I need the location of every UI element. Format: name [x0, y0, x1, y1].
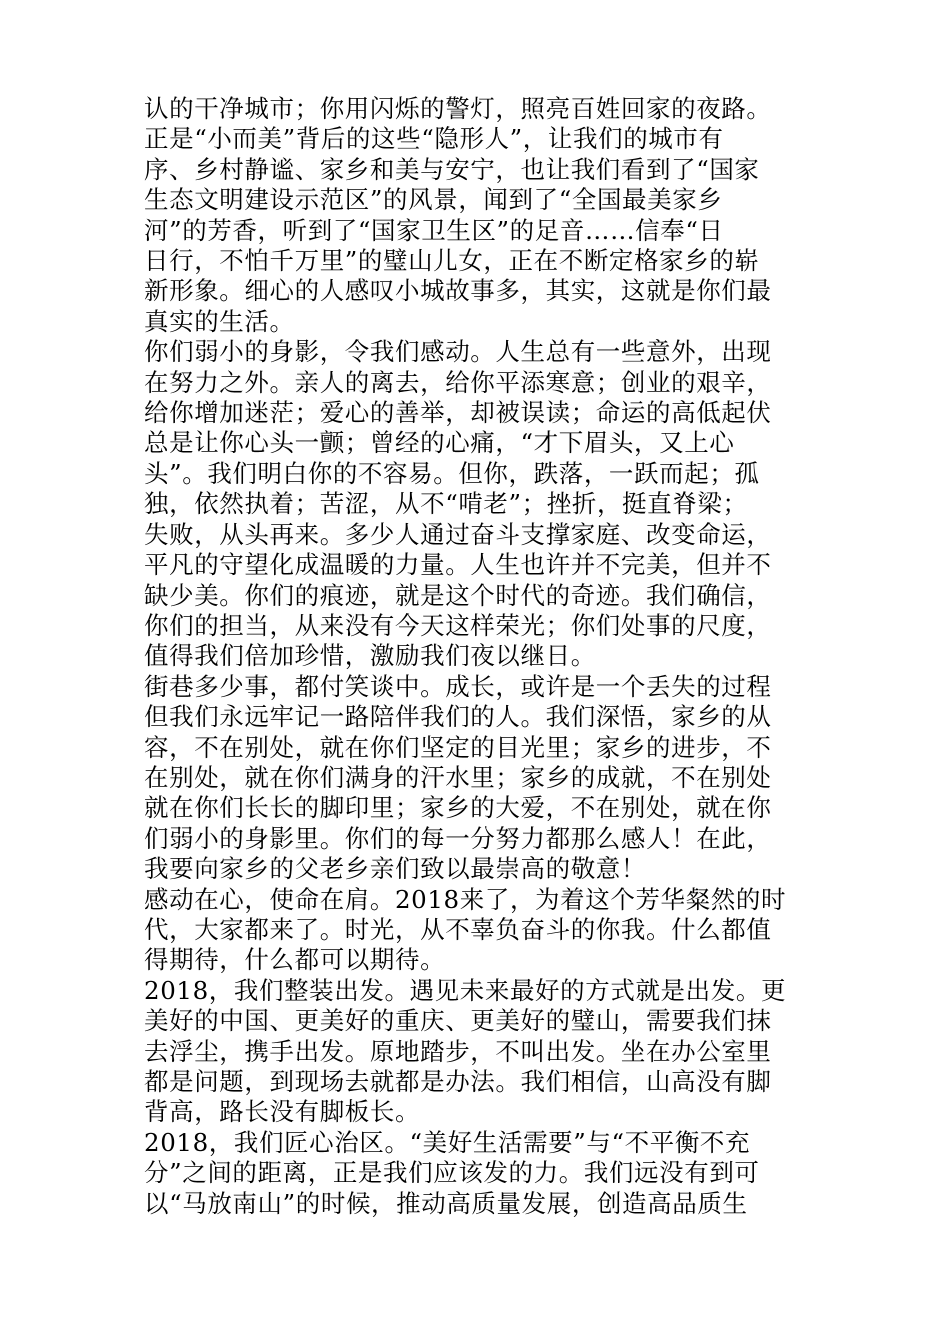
text-line: 头”。我们明白你的不容易。但你，跌落，一跃而起；孤 — [144, 458, 760, 488]
paragraph-6 — [144, 1128, 812, 1219]
text-line: 街巷多少事，都付笑谈中。成长，或许是一个丢失的过程 — [144, 671, 772, 701]
paragraph-2 — [144, 337, 812, 671]
text-line: 独，依然执着；苦涩，从不“啃老”；挫折，挺直脊梁； — [144, 489, 748, 519]
text-line: 我要向家乡的父老乡亲们致以最崇高的敬意！ — [144, 854, 646, 884]
text-line: 们弱小的身影里。你们的每一分努力都那么感人！在此， — [144, 823, 772, 853]
text-line: 序、乡村静谧、家乡和美与安宁，也让我们看到了“国家 — [144, 154, 760, 184]
text-line: 在努力之外。亲人的离去，给你平添寒意；创业的艰辛， — [144, 367, 772, 397]
text-line: 2018，我们匠心治区。“美好生活需要”与“不平衡不充 — [144, 1127, 751, 1157]
text-line: 失败，从头再来。多少人通过奋斗支撑家庭、改变命运， — [144, 519, 772, 549]
text-line: 美好的中国、更美好的重庆、更美好的璧山，需要我们抹 — [144, 1006, 772, 1036]
text-line: 2018，我们整装出发。遇见未来最好的方式就是出发。更 — [144, 975, 787, 1005]
text-line: 去浮尘，携手出发。原地踏步，不叫出发。坐在办公室里 — [144, 1036, 772, 1066]
text-line: 得期待，什么都可以期待。 — [144, 945, 446, 975]
text-line: 平凡的守望化成温暖的力量。人生也许并不完美，但并不 — [144, 550, 772, 580]
text-line: 你们弱小的身影，令我们感动。人生总有一些意外，出现 — [144, 337, 772, 367]
text-line: 值得我们倍加珍惜，激励我们夜以继日。 — [144, 641, 596, 671]
text-line: 真实的生活。 — [144, 306, 295, 336]
body-text — [144, 94, 812, 1219]
text-line: 都是问题，到现场去就都是办法。我们相信，山高没有脚 — [144, 1067, 772, 1096]
text-line: 认的干净城市；你用闪烁的警灯，照亮百姓回家的夜路。 — [144, 94, 772, 123]
text-line: 新形象。细心的人感叹小城故事多，其实，这就是你们最 — [144, 276, 772, 306]
text-line: 容，不在别处，就在你们坚定的目光里；家乡的进步，不 — [144, 732, 772, 762]
text-line: 生态文明建设示范区”的风景，闻到了“全国最美家乡 — [144, 185, 723, 215]
text-line: 在别处，就在你们满身的汗水里；家乡的成就，不在别处 — [144, 762, 772, 792]
paragraph-3 — [144, 672, 812, 885]
text-line: 缺少美。你们的痕迹，就是这个时代的奇迹。我们确信， — [144, 580, 772, 610]
text-line: 分”之间的距离，正是我们应该发的力。我们远没有到可 — [144, 1158, 760, 1188]
text-line: 你们的担当，从来没有今天这样荣光；你们处事的尺度， — [144, 610, 772, 640]
text-line: 背高，路长没有脚板长。 — [144, 1097, 421, 1127]
paragraph-5 — [144, 976, 812, 1128]
text-line: 河”的芳香，听到了“国家卫生区”的足音……信奉“日 — [144, 215, 724, 245]
text-line: 代，大家都来了。时光，从不辜负奋斗的你我。什么都值 — [144, 914, 772, 944]
text-line: 给你增加迷茫；爱心的善举，却被误读；命运的高低起伏 — [144, 398, 772, 428]
paragraph-1 — [144, 94, 812, 337]
text-line: 就在你们长长的脚印里；家乡的大爱，不在别处，就在你 — [144, 793, 772, 823]
text-line: 感动在心，使命在肩。2018来了，为着这个芳华粲然的时 — [144, 884, 787, 914]
text-line: 日行，不怕千万里”的璧山儿女，正在不断定格家乡的崭 — [144, 246, 760, 276]
paragraph-4 — [144, 885, 812, 976]
text-line: 总是让你心头一颤；曾经的心痛，“才下眉头，又上心 — [144, 428, 735, 458]
text-line: 但我们永远牢记一路陪伴我们的人。我们深悟，家乡的从 — [144, 702, 772, 732]
text-line: 正是“小而美”背后的这些“隐形人”，让我们的城市有 — [144, 124, 724, 154]
text-line: 以“马放南山”的时候，推动高质量发展，创造高品质生 — [144, 1188, 748, 1218]
